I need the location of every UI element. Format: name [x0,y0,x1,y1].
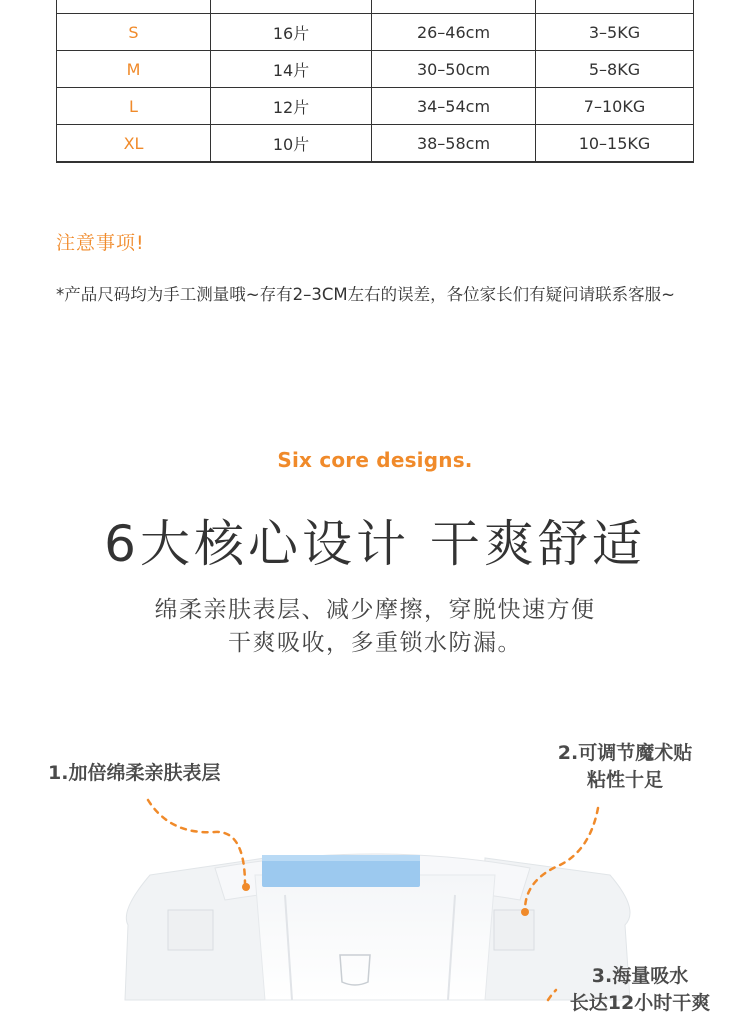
notes-text: *产品尺码均为手工测量哦~存有2–3CM左右的误差，各位家长们有疑问请联系客服~ [56,285,675,304]
table-row [57,51,694,88]
size-cell: L [57,88,211,125]
section-title: 6大核心设计 干爽舒适 [104,515,646,573]
section-eyebrow: Six core designs. [277,448,473,472]
count-cell: 10片 [211,125,372,163]
feature-line: 粘性十足 [586,769,663,791]
size-cell: S [57,14,211,51]
waist-cell: 26–46cm [372,14,536,51]
subtitle-line: 干爽吸收，多重锁水防漏。 [228,630,522,656]
table-row [57,14,694,51]
waist-cell: 34–54cm [372,88,536,125]
feature-callout-2 [540,740,710,794]
subtitle-line: 绵柔亲肤表层、减少摩擦，穿脱快速方便 [154,597,596,623]
waist-cell: 38–58cm [372,125,536,163]
table-row [57,88,694,125]
count-cell: 12片 [211,88,372,125]
weight-cell: 10–15KG [536,125,694,163]
feature-line: 3.海量吸水 [591,965,689,987]
size-cell: M [57,51,211,88]
size-table [56,0,694,163]
waist-cell: 30–50cm [372,51,536,88]
weight-cell: 3–5KG [536,14,694,51]
feature-line: 2.可调节魔术贴 [557,742,693,764]
weight-cell: 5–8KG [536,51,694,88]
table-header-row [57,0,694,14]
section-subtitle [0,594,750,660]
feature-callout-1: 1.加倍绵柔亲肤表层 [48,762,221,784]
notes-title: 注意事项! [56,232,145,254]
size-cell: XL [57,125,211,163]
weight-cell: 7–10KG [536,88,694,125]
feature-callout-3 [560,963,720,1017]
feature-line: 长达12小时干爽 [569,992,711,1014]
count-cell: 16片 [211,14,372,51]
table-row [57,125,694,163]
count-cell: 14片 [211,51,372,88]
